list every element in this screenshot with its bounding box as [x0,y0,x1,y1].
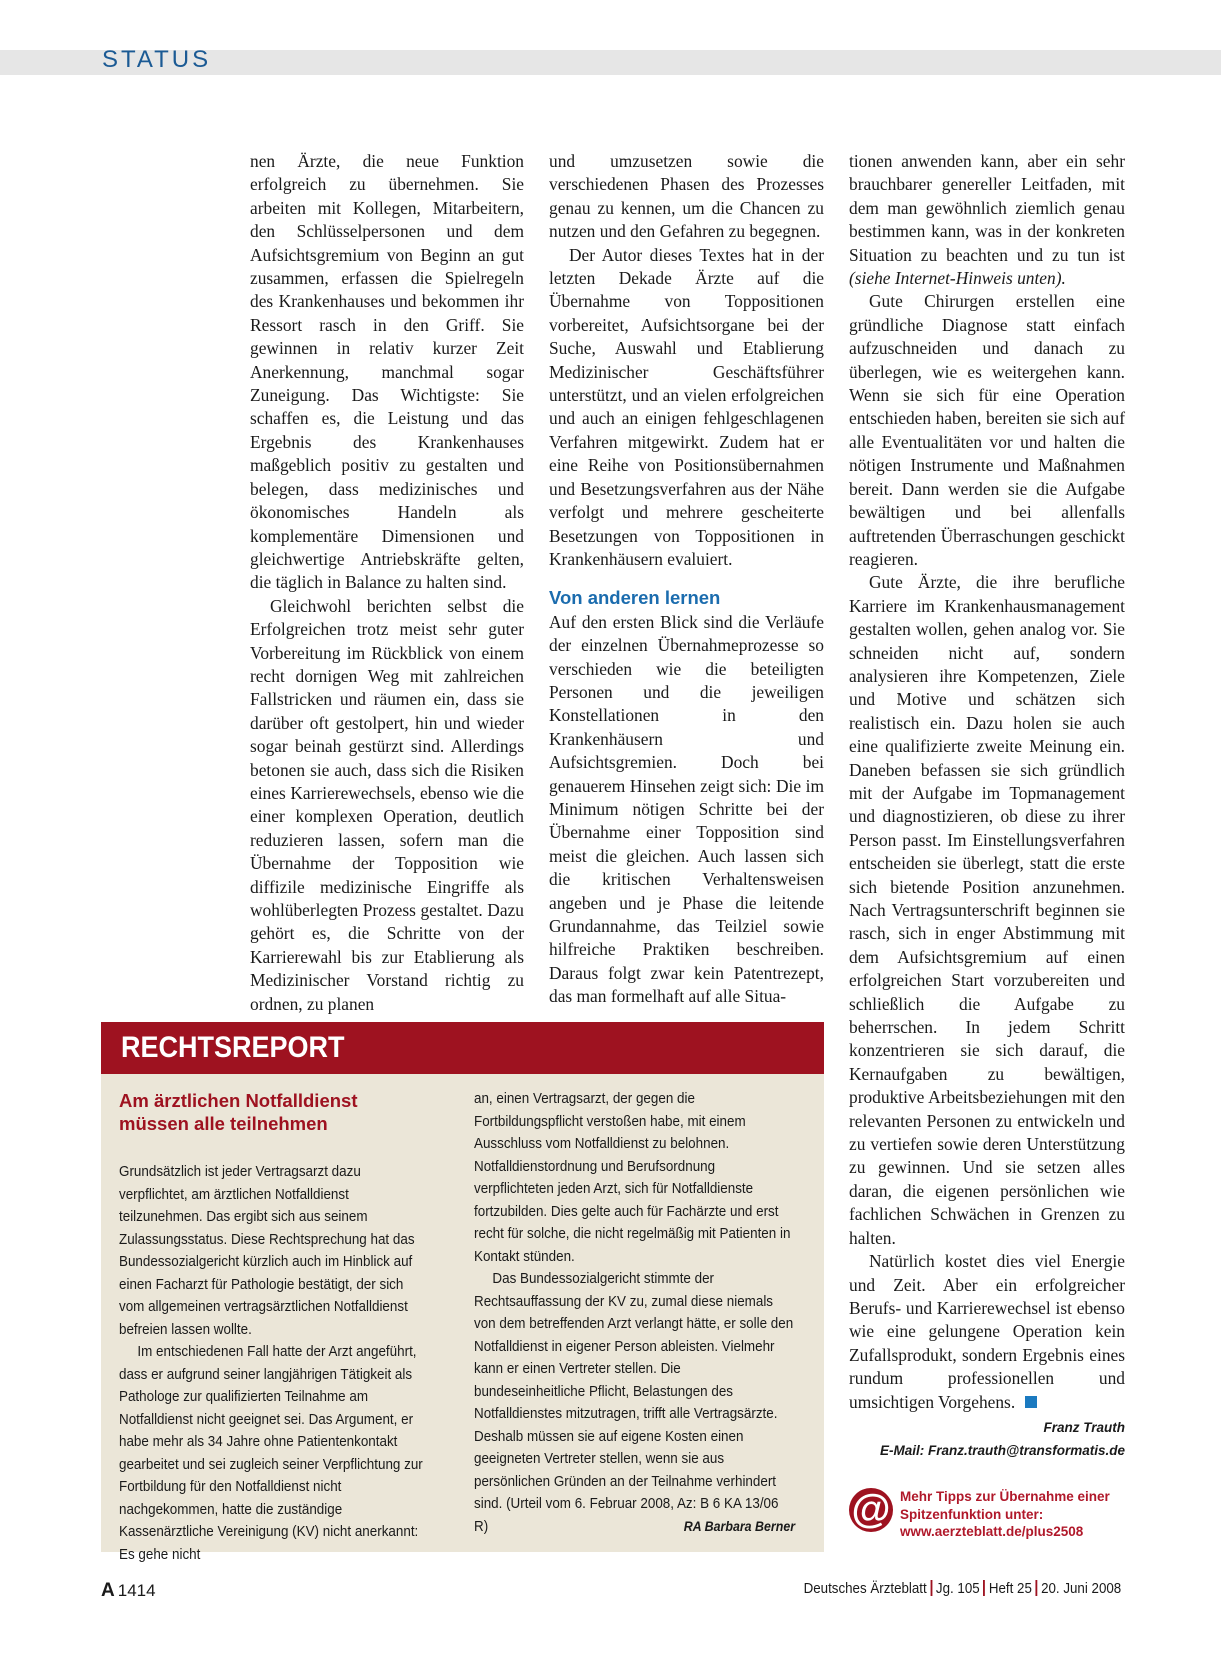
section-label: STATUS [102,46,212,73]
section-subheading: Von anderen lernen [549,587,721,609]
rechtsreport-headline [119,1090,439,1135]
journal-volume: Jg. 105 [935,1581,980,1597]
author-name: Franz Trauth [1043,1419,1125,1435]
article-paragraph [849,1250,1125,1414]
article-paragraph: Gleichwohl berichten selbst die Erfolgreichen trotz meist sehr guter Vorbereitung im Rückblick von einem recht dornigen Weg mit zahlreichen Fallstricken und räumen ein, dass sie darüber oft gestolpert, hin und wieder sogar beinah gestürzt sind. Allerdings betonen sie auch, dass sich die Risiken eines Karrierewechsels, ebenso wie die einer komplexen Operation, deutlich reduzieren lassen, sofern man die Übernahme der Topposition wie diffizile medizinische Eingriffe als wohlüberlegten Prozess gestaltet. Dazu gehört es, die Schritte von der Karrierewahl bis zur Etablierung als Medizinischer Vorstand richtig zu ordnen, zu planen [250,595,524,1014]
journal-name: Deutsches Ärzteblatt [803,1581,927,1597]
article-paragraph: und umzusetzen sowie die verschiedenen Phasen des Prozesses genau zu kennen, um die Chancen zu nutzen und den Gefahren zu begegnen. [549,151,824,242]
article-paragraph: Der Autor dieses Textes hat in der letzten Dekade Ärzte auf die Übernahme von Toppositionen vorbereitet, Aufsichtsorgane bei der Suche, Auswahl und Etablierung Medizinischer Geschäftsführer unterstützt, und an vielen erfolgreichen und auch an einigen fehlgeschlagenen Verfahren mitgewirkt. Zudem hat er eine Reihe von Positionsübernahmen und Besetzungsverfahren aus der Nähe verfolgt und mehrere gescheiterte Besetzungen von Toppositionen in Krankenhäusern evaluiert. [549,244,824,569]
article-paragraph: Auf den ersten Blick sind die Verläufe der einzelnen Übernahmeprozesse so verschieden wie die beteiligten Personen und die jeweiligen Konstellationen in den Krankenhäusern und Aufsichtsgremien. Doch bei genauerem Hinsehen zeigt sich: Die im Minimum nötigen Schritte bei der Übernahme einer Topposition sind meist die gleichen. Auch lassen sich die kritischen Verhaltensweisen angeben und je Phase die leitende Grundannahme, das Teilziel sowie hilfreiche Praktiken beschreiben. Daraus folgt zwar kein Patentrezept, das man formelhaft auf alle Situa- [549,611,824,1007]
rechtsreport-paragraph [474,1268,795,1538]
rechtsreport-author: RA Barbara Berner [683,1518,796,1534]
journal-date: 20. Juni 2008 [1040,1581,1121,1597]
rechtsreport-column-1 [119,1161,431,1566]
article-paragraph: Gute Chirurgen erstellen eine gründliche Diagnose statt einfach aufzuschneiden und danach zu überlegen, wie es weitergehen kann. Wenn sie sich für eine Operation entschieden haben, bereiten sie sich auf alle Eventualitäten vor und halten die nötigen Instrumente und Maßnahmen bereit. Dann werden sie die Aufgabe bewältigen und bei allenfalls auftretenden Überraschungen geschickt reagieren. [849,291,1125,569]
article-paragraph: nen Ärzte, die neue Funktion erfolgreich zu übernehmen. Sie arbeiten mit Kollegen, Mitarbeitern, den Schlüsselpersonen und dem Aufsichtsgremium von Beginn an gut zusammen, erfassen die Spielregeln des Krankenhauses und bekommen ihr Ressort rasch in den Griff. Sie gewinnen in relativ kurzer Zeit Anerkennung, manchmal sogar Zuneigung. Das Wichtigste: Sie schaffen es, die Leistung und das Ergebnis des Krankenhauses maßgeblich positiv zu gestalten und belegen, dass medizinisches und ökonomisches Handeln als komplementäre Dimensionen und gleichwertige Antriebskräfte gelten, die täglich in Balance zu halten sind. [250,151,524,593]
article-column-3 [849,150,1125,1462]
journal-issue: Heft 25 [988,1581,1032,1597]
headline-line: müssen alle teilnehmen [119,1112,328,1134]
article-paragraph: Gute Ärzte, die ihre berufliche Karriere im Krankenhausmanagement gestalten wollen, gehen analog vor. Sie schneiden nicht auf, sondern analysieren ihre Kompetenzen, Ziele und Motive und schätzen sich realistisch ein. Dazu holen sie auch eine qualifizierte zweite Meinung ein. Daneben befassen sie sich gründlich mit der Aufgabe im Topmanagement und diagnostizieren, ob diese zu ihrer Person passt. Im Einstellungsverfahren entscheiden sie überlegt, statt die erste sich bietende Position anzunehmen. Nach Vertragsunterschrift beginnen sie rasch, sich in enger Abstimmung mit dem Aufsichtsgremium auf einen erfolgreichen Start vorzubereiten und schließlich die Aufgabe zu beherrschen. In jedem Schritt konzentrieren sie sich darauf, die Kernaufgaben zu bewältigen, produktive Arbeitsbeziehungen mit den relevanten Personen zu entwickeln und zu vertiefen sowie deren Unterstützung zu gewinnen. Und sie setzen alles daran, die eigenen persönlichen wie fachlichen Schwächen in Grenzen zu halten. [849,572,1125,1248]
paragraph-text: tionen anwenden kann, aber ein sehr brauchbarer genereller Leitfaden, mit dem man gewöhnlich ziemlich genau bestimmen kann, was in der konkreten Situation zu beachten und zu tun ist [849,151,1125,265]
paragraph-text: Natürlich kostet dies viel Energie und Zeit. Aber ein erfolgreicher Berufs- und Karrierewechsel ist ebenso wie eine gelungene Operation kein Zufallsprodukt, sondern Ergebnis eines rundum professionellen und umsichtigen Vorgehens. [849,1251,1125,1412]
rechtsreport-paragraph: Im entschiedenen Fall hatte der Arzt angeführt, dass er aufgrund seiner langjährigen Tätigkeit als Pathologe zur qualifizierten Teilnahme am Notfalldienst nicht geeignet sei. Das Argument, er habe mehr als 34 Jahre ohne Patientenkontakt gearbeitet und sei zugleich seiner Verpflichtung zur Fortbildung für den Notfalldienst nicht nachgekommen, hatte die zuständige Kassenärztliche Vereinigung (KV) nicht anerkannt: Es gehe nicht [119,1344,423,1563]
paragraph-text: Das Bundessozialgericht stimmte der Rechtsauffassung der KV zu, zumal diese niemals von dem betreffenden Arzt verlangt hätte, er solle den Notfalldienst in eigener Person ableisten. Vielmehr kann er einen Vertreter stellen. Die bundeseinheitliche Pflicht, Belastungen des Notfalldienstes mitzutragen, trifft alle Vertragsärzte. Deshalb müssen sie auf eigene Kosten einen geeigneten Vertreter stellen, wenn sie aus persönlichen Gründen an der Teilnahme verhindert sind. (Urteil vom 6. Februar 2008, Az: B 6 KA 13/06 R) [474,1271,794,1535]
separator [930,1580,932,1596]
page-prefix: A [101,1580,115,1601]
internet-reference: (siehe Internet-Hinweis unten). [849,268,1066,289]
article-column-1 [250,150,524,1016]
article-column-2 [549,150,824,1009]
tip-line: Spitzenfunktion unter: [900,1506,1044,1522]
at-sign-icon: @ [849,1488,893,1532]
tip-url-link[interactable]: www.aerzteblatt.de/plus2508 [900,1524,1084,1539]
separator [983,1580,985,1596]
rechtsreport-title: RECHTSREPORT [121,1031,345,1064]
rechtsreport-header-bar [101,1022,824,1074]
author-email[interactable]: E-Mail: Franz.trauth@transformatis.de [880,1442,1125,1458]
end-of-article-square-icon [1025,1396,1037,1408]
rechtsreport-paragraph: an, einen Vertragsarzt, der gegen die Fortbildungspflicht verstoßen habe, mit einem Ausschluss vom Notfalldienst zu belohnen. Notfalldienstordnung und Berufsordnung verpflichteten jeden Arzt, sich für Notfalldienste fortzubilden. Dies gelte auch für Fachärzte und erst recht für solche, die nicht regelmäßig mit Patienten in Kontakt stünden. [474,1091,791,1265]
tip-line: Mehr Tipps zur Übernahme einer [900,1489,1110,1504]
journal-info [803,1580,1121,1597]
rechtsreport-box [101,1022,824,1563]
tip-text [900,1488,1130,1541]
internet-tip [849,1488,1129,1558]
article-paragraph [849,150,1125,290]
rechtsreport-column-2 [474,1088,795,1538]
page-number [101,1580,156,1602]
headline-line: Am ärztlichen Notfalldienst [119,1090,358,1111]
rechtsreport-paragraph: Grundsätzlich ist jeder Vertragsarzt dazu verpflichtet, am ärztlichen Notfalldienst teilzunehmen. Das ergibt sich aus seinem Zulassungsstatus. Diese Rechtsprechung hat das Bundessozialgericht kürzlich auch im Hinblick auf einen Facharzt für Pathologie bestätigt, der sich vom allgemeinen vertragsärztlichen Notfalldienst befreien lassen wollte. [119,1164,415,1338]
separator [1035,1580,1037,1596]
page-number-value: 1414 [117,1581,156,1600]
